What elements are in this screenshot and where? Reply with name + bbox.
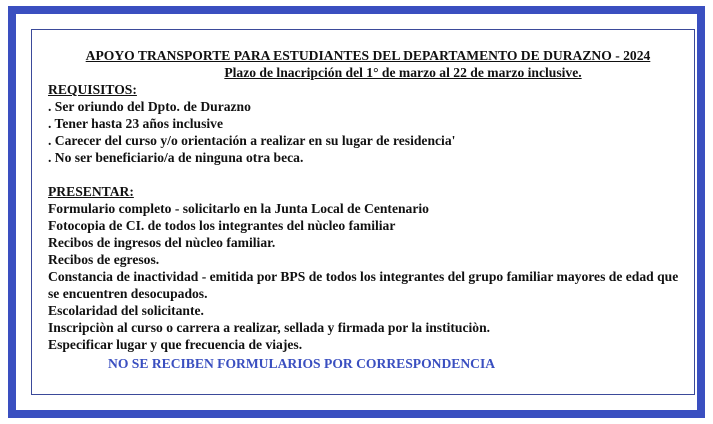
- requisito-item: . No ser beneficiario/a de ninguna otra beca.: [48, 150, 304, 165]
- section-spacer: [48, 166, 688, 183]
- presentar-item: Fotocopia de CI. de todos los integrantes del nùcleo familiar: [48, 218, 396, 233]
- blue-outer-frame: [8, 6, 705, 418]
- presentar-item: Constancia de inactividad - emitida por BPS de todos los integrantes del grupo familiar mayores de edad que se encuentren desocupados.: [48, 269, 679, 301]
- presentar-item: Formulario completo - solicitarlo en la Junta Local de Centenario: [48, 201, 429, 216]
- presentar-heading: PRESENTAR:: [48, 184, 134, 199]
- presentar-item: Recibos de ingresos del nùcleo familiar.: [48, 235, 276, 250]
- document-title: APOYO TRANSPORTE PARA ESTUDIANTES DEL DEPARTAMENTO DE DURAZNO - 2024: [85, 48, 651, 63]
- notice-content: [48, 47, 688, 372]
- presentar-item: Escolaridad del solicitante.: [48, 303, 204, 318]
- presentar-item: Especificar lugar y que frecuencia de viajes.: [48, 337, 303, 352]
- notice-panel: [31, 29, 695, 395]
- requisitos-heading: REQUISITOS:: [48, 82, 137, 97]
- correspondence-notice: NO SE RECIBEN FORMULARIOS POR CORRESPONDENCIA: [108, 356, 496, 371]
- presentar-item: Inscripciòn al curso o carrera a realizar, sellada y firmada por la instituciòn.: [48, 320, 491, 335]
- requisito-item: . Ser oriundo del Dpto. de Durazno: [48, 99, 251, 114]
- requisito-item: . Tener hasta 23 años inclusive: [48, 116, 223, 131]
- presentar-item: Recibos de egresos.: [48, 252, 160, 267]
- requisito-item: . Carecer del curso y/o orientación a realizar en su lugar de residencia': [48, 133, 456, 148]
- registration-period: Plazo de lnacripción del 1° de marzo al 22 de marzo inclusive.: [224, 65, 582, 80]
